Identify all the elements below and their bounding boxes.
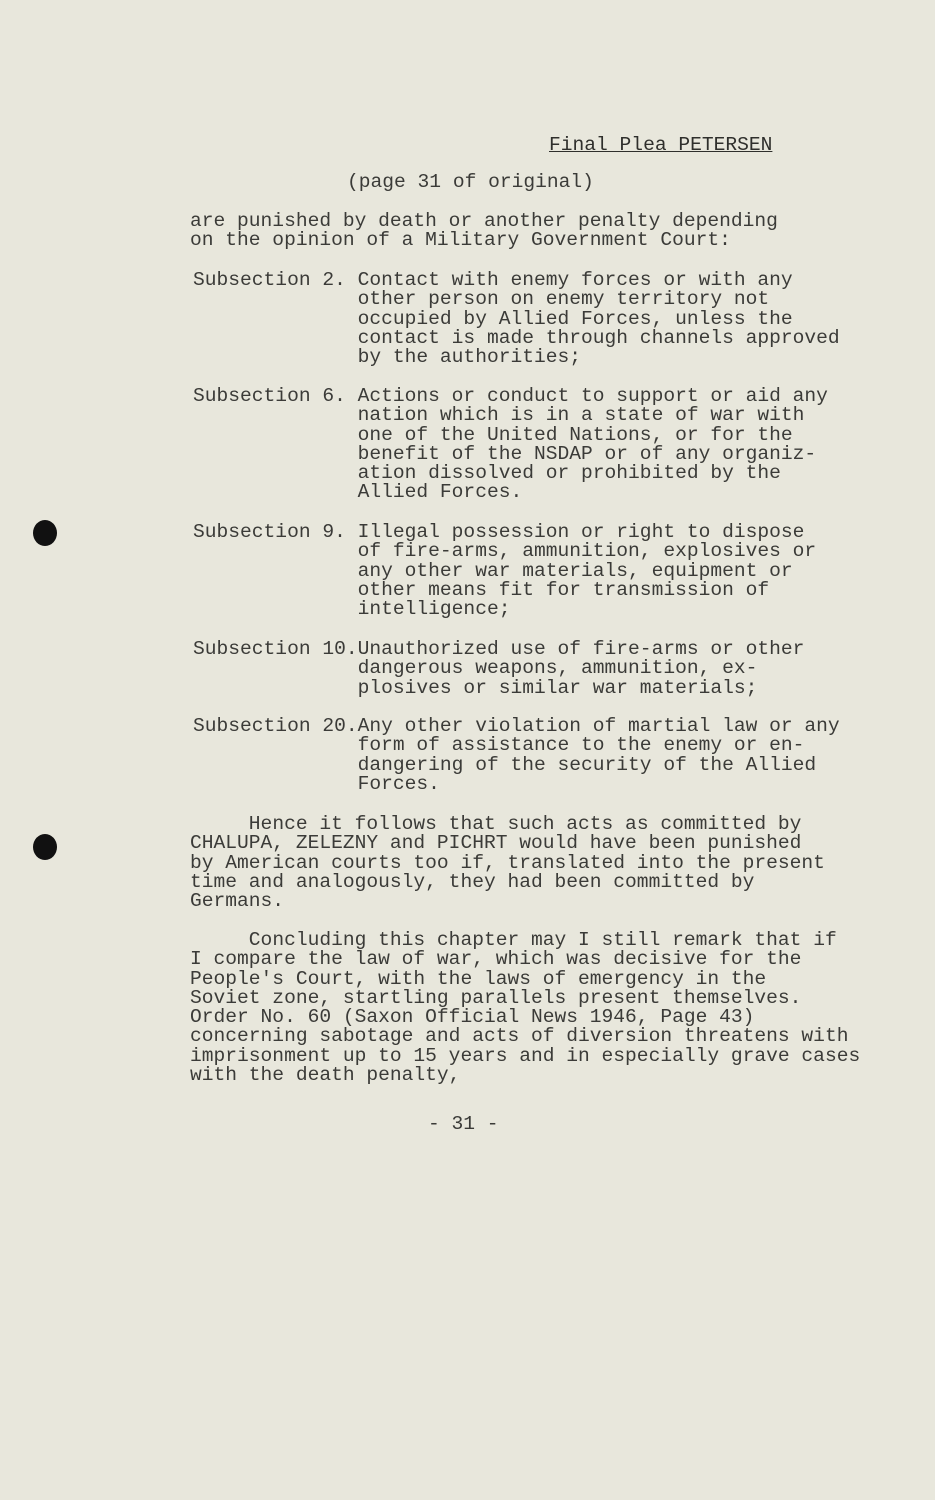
subsection-label: Subsection 20. [193,715,358,737]
subsection-label: Subsection 9. [193,521,346,543]
subsection-label: Subsection 6. [193,385,346,407]
body-paragraph-concluding: Concluding this chapter may I still remark that if I compare the law of war, which was decisive for the People's Court, with the laws of emergency in the Soviet zone, startling parallels present themselves. Order No. 60 (Saxon Official News 1946, Page 43) concerning sabotage and acts of diversion threatens with imprisonment up to 15 years and in especially grave cases with the death penalty, [190,929,861,1087]
subsection-6 [193,387,913,503]
subsection-2 [193,271,913,367]
body-paragraph-hence: Hence it follows that such acts as committed by CHALUPA, ZELEZNY and PICHRT would have been punished by American courts too if, translated into the present time and analogously, they had been committed by Germans. [190,813,825,913]
subsection-text: Illegal possession or right to dispose of fire-arms, ammunition, explosives or any other war materials, equipment or other means fit for transmission of intelligence; [357,521,817,621]
page-reference: (page 31 of original) [347,171,594,193]
subsection-text: Any other violation of martial law or any form of assistance to the enemy or en- dangering of the security of the Allied Forces. [357,715,840,795]
page-number: - 31 - [428,1113,499,1135]
subsection-label: Subsection 10. [193,638,358,660]
subsection-label: Subsection 2. [193,269,346,291]
subsection-text: Unauthorized use of fire-arms or other dangerous weapons, ammunition, ex- plosives or similar war materials; [357,638,805,699]
subsection-text: Contact with enemy forces or with any other person on enemy territory not occupied by Allied Forces, unless the contact is made through channels approved by the authorities; [357,269,840,369]
subsection-9 [193,523,913,619]
punch-hole [33,520,57,546]
subsection-10 [193,640,913,698]
subsection-20 [193,717,913,794]
document-title: Final Plea PETERSEN [549,134,773,156]
punch-hole [33,834,57,860]
subsection-text: Actions or conduct to support or aid any nation which is in a state of war with one of the United Nations, or for the benefit of the NSDAP or of any organiz- ation dissolved or prohibited by the Allied Forces. [357,385,828,504]
intro-paragraph: are punished by death or another penalty depending on the opinion of a Military Government Court: [190,210,778,252]
